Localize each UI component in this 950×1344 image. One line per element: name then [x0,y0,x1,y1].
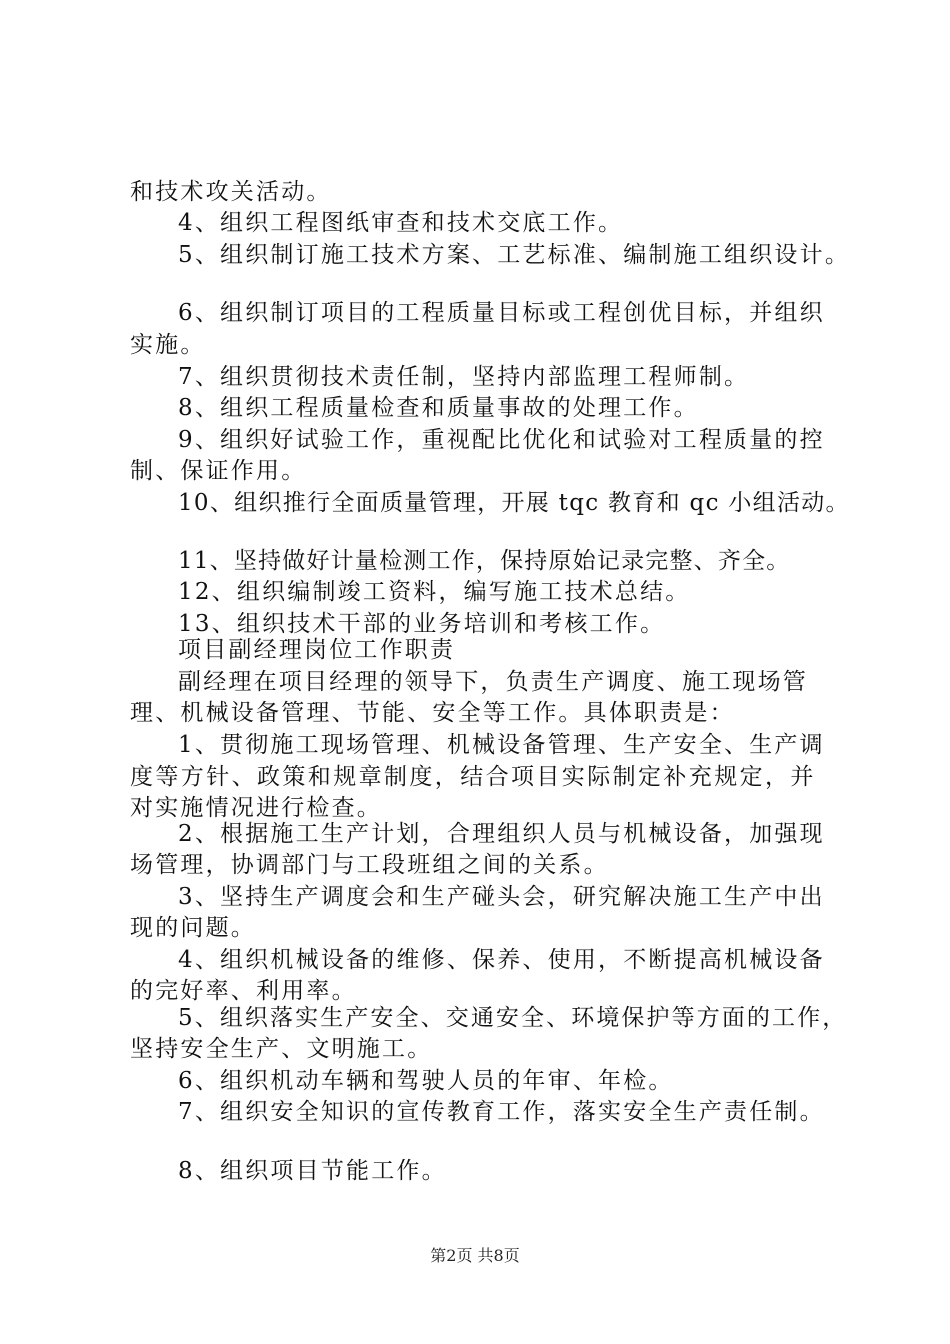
text-line: 现的问题。 [130,915,256,941]
text-line: 度等方针、政策和规章制度，结合项目实际制定补充规定，并 [130,764,816,790]
text-line: 的完好率、利用率。 [130,978,357,1004]
text-line: 4、组织工程图纸审查和技术交底工作。 [178,210,624,236]
text-line: 实施。 [130,332,206,358]
text-line: 5、组织制订施工技术方案、工艺标准、编制施工组织设计。 [178,242,851,268]
section-heading: 项目副经理岗位工作职责 [178,637,456,663]
text-line: 13、组织技术干部的业务培训和考核工作。 [178,611,666,637]
text-line: 2、根据施工生产计划，合理组织人员与机械设备，加强现 [178,821,825,847]
text-line: 5、组织落实生产安全、交通安全、环境保护等方面的工作， [178,1005,848,1031]
text-line: 10、组织推行全面质量管理，开展 tqc 教育和 qc 小组活动。 [178,490,850,516]
text-line: 和技术攻关活动。 [130,179,332,205]
text-line: 场管理，协调部门与工段班组之间的关系。 [130,852,609,878]
text-line: 6、组织机动车辆和驾驶人员的年审、年检。 [178,1068,674,1094]
text-line: 对实施情况进行检查。 [130,795,382,821]
text-line: 8、组织项目节能工作。 [178,1158,447,1184]
text-line: 制、保证作用。 [130,458,307,484]
text-line: 3、坚持生产调度会和生产碰头会，研究解决施工生产中出 [178,884,825,910]
text-line: 1、贯彻施工现场管理、机械设备管理、生产安全、生产调 [178,732,825,758]
text-line: 8、组织工程质量检查和质量事故的处理工作。 [178,395,699,421]
text-line: 4、组织机械设备的维修、保养、使用，不断提高机械设备 [178,947,825,973]
text-line: 11、坚持做好计量检测工作，保持原始记录完整、齐全。 [178,548,791,574]
text-line: 9、组织好试验工作，重视配比优化和试验对工程质量的控 [178,427,825,453]
text-line: 7、组织安全知识的宣传教育工作，落实安全生产责任制。 [178,1099,825,1125]
text-line: 理、机械设备管理、节能、安全等工作。具体职责是： [130,700,735,726]
text-line: 坚持安全生产、文明施工。 [130,1036,433,1062]
text-line: 7、组织贯彻技术责任制，坚持内部监理工程师制。 [178,364,750,390]
text-line: 12、组织编制竣工资料，编写施工技术总结。 [178,579,691,605]
text-line: 副经理在项目经理的领导下，负责生产调度、施工现场管 [178,669,808,695]
text-line: 6、组织制订项目的工程质量目标或工程创优目标，并组织 [178,300,825,326]
page-number-footer: 第2页 共8页 [430,1246,520,1265]
